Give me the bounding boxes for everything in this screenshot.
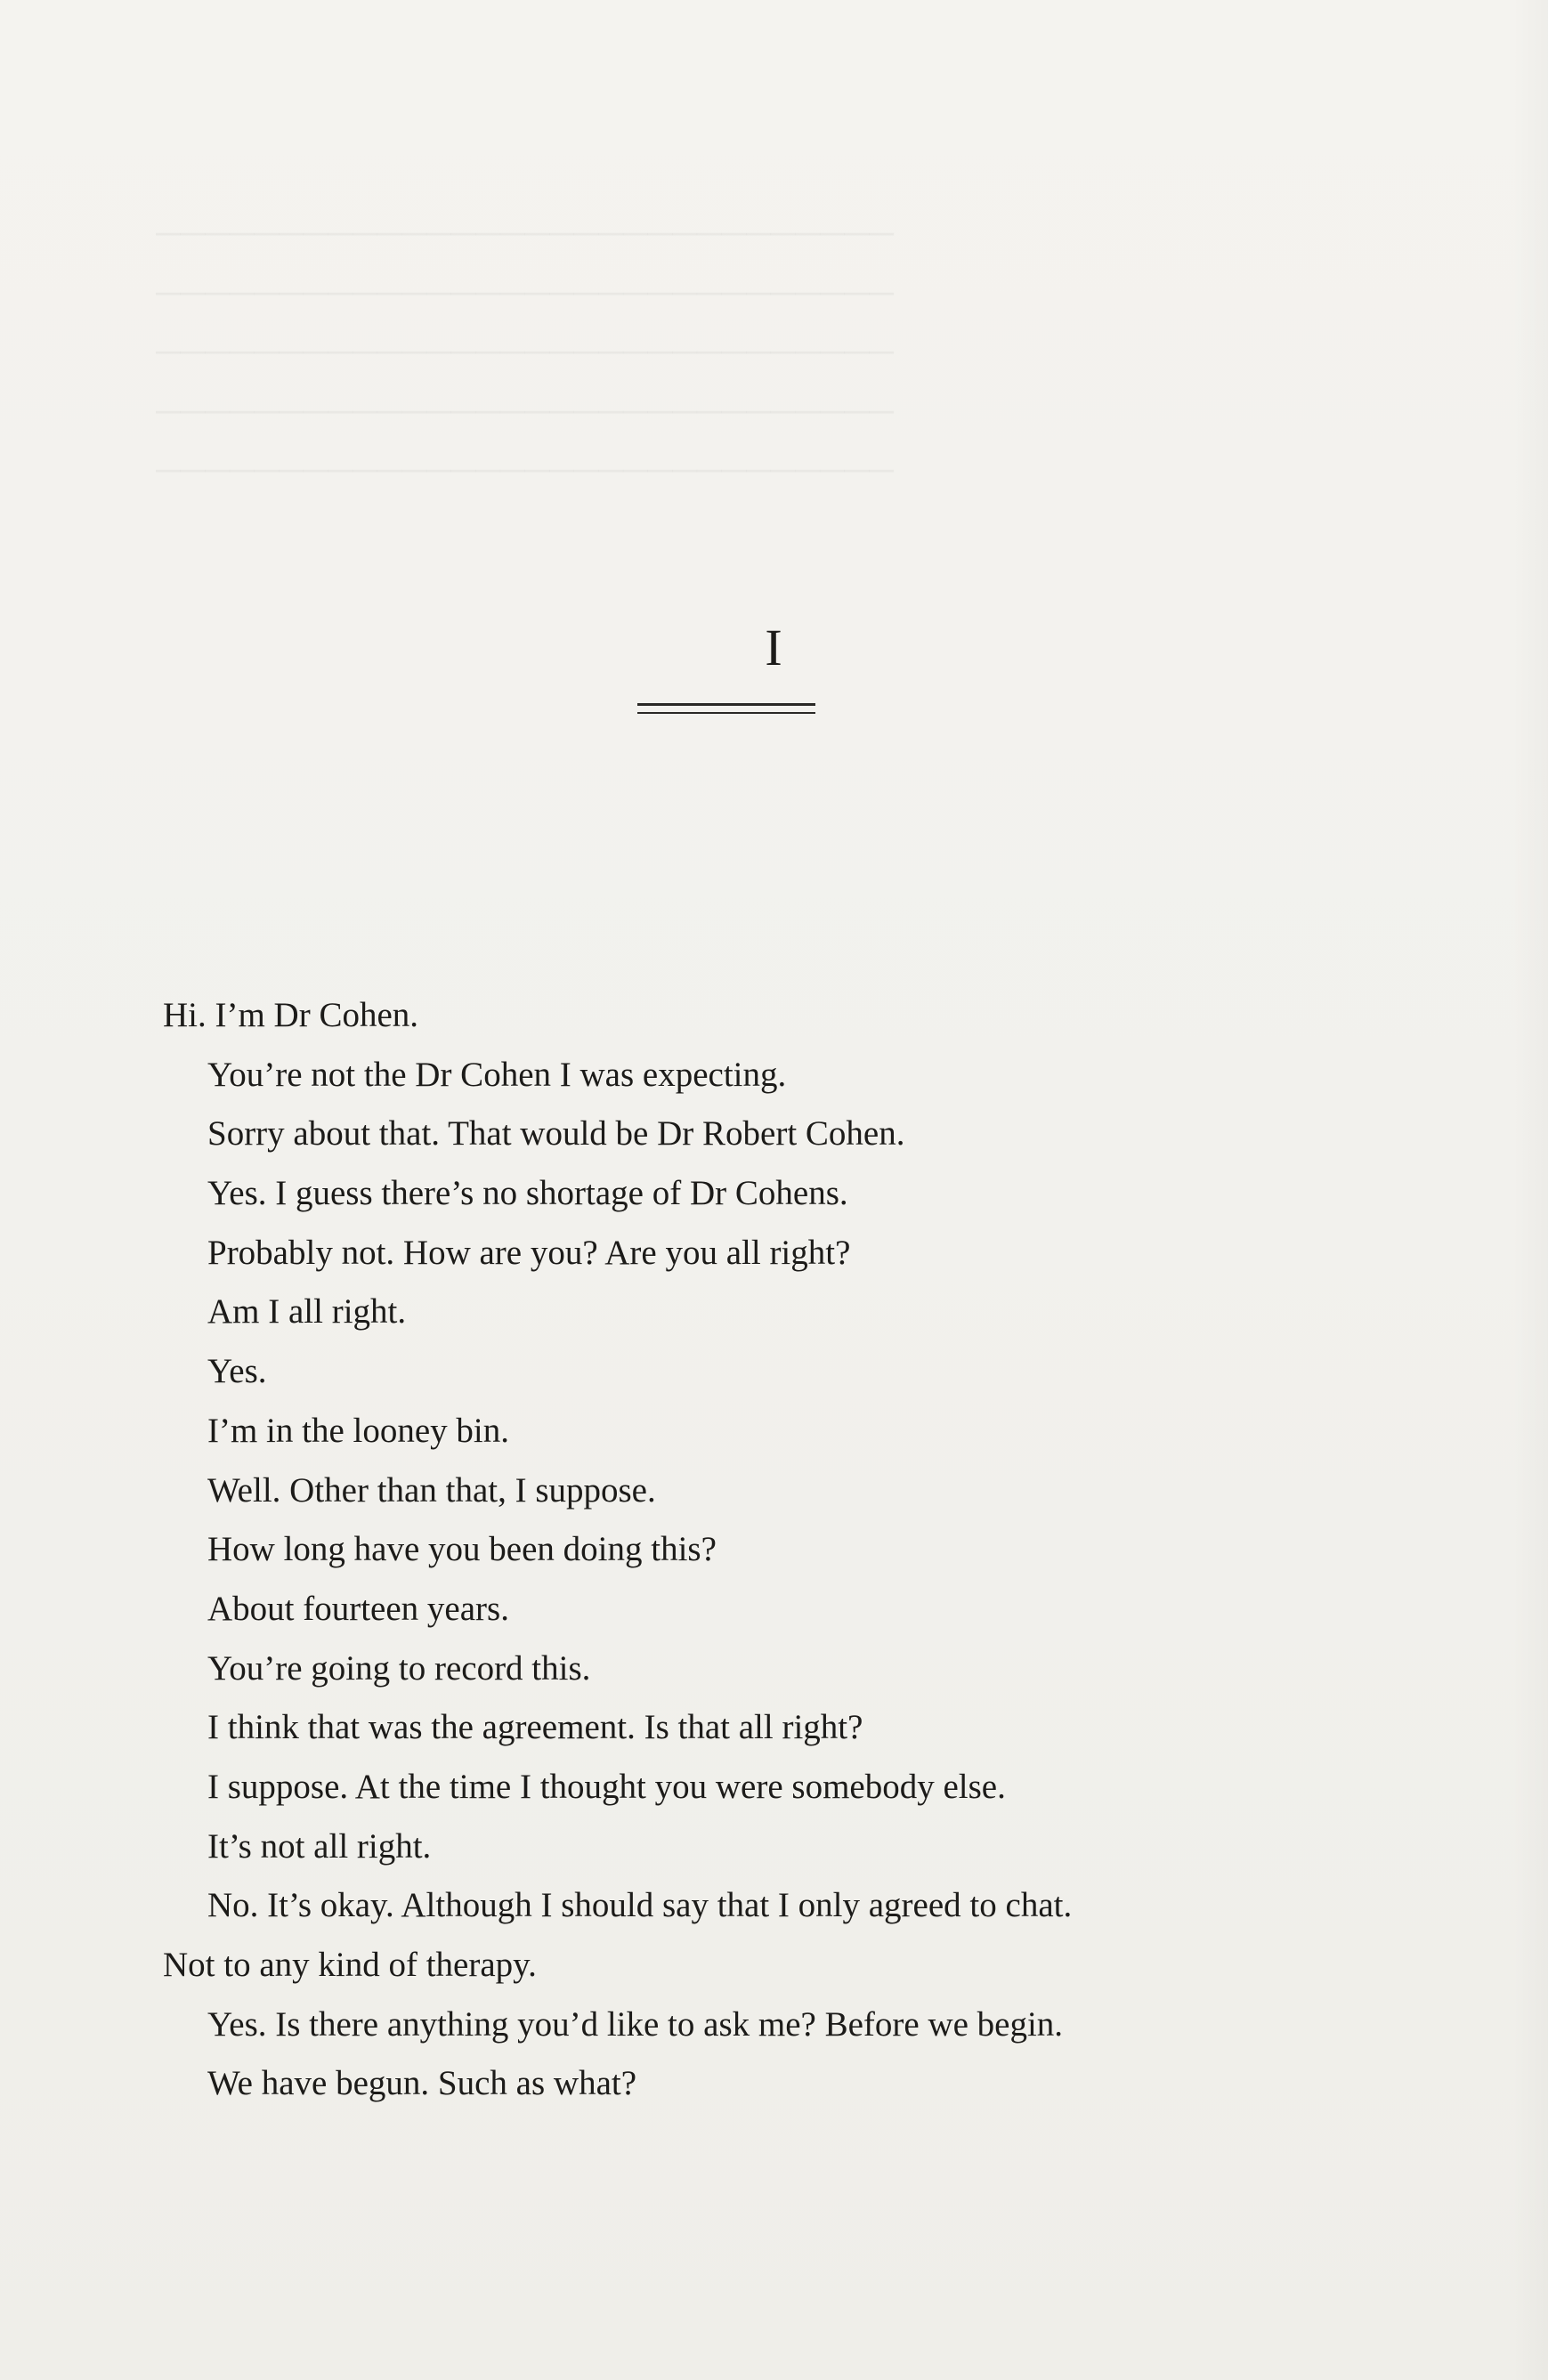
- text-line: Not to any kind of therapy.: [163, 1946, 537, 1984]
- text-line: We have begun. Such as what?: [207, 2064, 637, 2103]
- chapter-rule-top: [637, 703, 815, 706]
- text-line: It’s not all right.: [207, 1826, 432, 1866]
- text-line: I’m in the looney bin.: [207, 1411, 510, 1450]
- text-line: Well. Other than that, I suppose.: [207, 1470, 656, 1510]
- paper-edge-shadow: [1512, 0, 1548, 2380]
- show-through-text: ────────────────────────────── ────────────────────────────── ────────────────────────────── ────────────────────────────── ──────────────────────────────: [156, 215, 894, 490]
- text-line: I suppose. At the time I thought you were somebody else.: [207, 1767, 1006, 1806]
- text-line: Yes.: [207, 1352, 267, 1391]
- chapter-rule-bottom: [637, 712, 815, 714]
- text-line: I think that was the agreement. Is that all right?: [207, 1708, 863, 1747]
- text-line: Yes. Is there anything you’d like to ask me? Before we begin.: [207, 2004, 1064, 2044]
- chapter-number: I: [765, 619, 783, 676]
- text-line: Am I all right.: [207, 1292, 407, 1332]
- text-line: No. It’s okay. Although I should say that I only agreed to chat.: [207, 1886, 1073, 1925]
- body-text: [163, 986, 1293, 2114]
- text-line: About fourteen years.: [207, 1589, 509, 1628]
- text-line: You’re not the Dr Cohen I was expecting.: [207, 1055, 787, 1094]
- text-line: Probably not. How are you? Are you all right?: [207, 1233, 851, 1272]
- text-line: You’re going to record this.: [207, 1648, 591, 1688]
- text-line: How long have you been doing this?: [207, 1530, 717, 1569]
- text-line: Yes. I guess there’s no shortage of Dr Cohens.: [207, 1174, 848, 1213]
- text-line: Hi. I’m Dr Cohen.: [163, 996, 419, 1034]
- text-line: Sorry about that. That would be Dr Robert Cohen.: [207, 1114, 905, 1154]
